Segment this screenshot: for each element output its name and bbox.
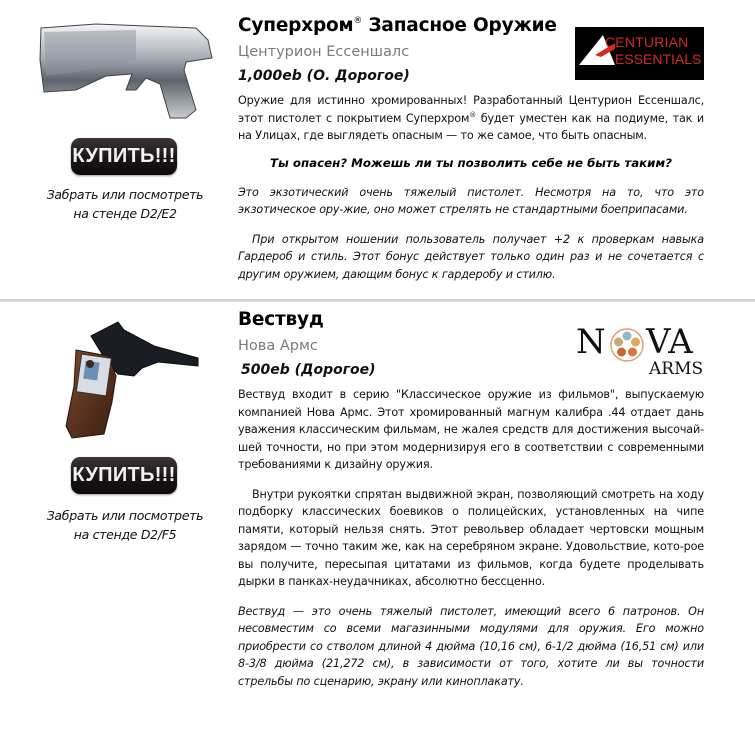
product-image-column [0, 308, 238, 690]
product-title: Вествуд [238, 309, 324, 330]
buy-button[interactable]: КУПИТЬ!!! [71, 138, 177, 175]
pickup-line-2: на стенде D2/E2 [73, 206, 177, 221]
logo-text-essentials: ESSENTIALS [615, 51, 702, 67]
product-details [238, 14, 708, 283]
product-header [238, 14, 708, 86]
pickup-line-1: Забрать или посмотреть [46, 508, 204, 523]
description-text: Оружие для истинно хромированных! Разработанный Центурион Ессеншалс, этот пистолет с покрытием Суперхром [238, 94, 704, 125]
price: 500eb (Дорогое) [241, 362, 376, 378]
logo-text-arms: ARMS [649, 359, 704, 379]
centurian-essentials-logo [575, 27, 704, 80]
revolver-image [46, 316, 206, 446]
chrome-pistol-image [36, 20, 216, 120]
weapon-class-note: Это экзотический очень тяжелый пистолет. Несмотря на то, что это экзотическое ору-жие, оно может стрелять не стандартными боеприпасами. [238, 185, 704, 216]
buy-button[interactable]: КУПИТЬ!!! [71, 457, 177, 494]
product-title [238, 14, 568, 38]
title-text-rest: Запасное Оружие [362, 15, 557, 36]
product-westwood [0, 302, 755, 700]
product-details [238, 308, 708, 690]
screen-feature-description: Внутри рукоятки спрятан выдвижной экран, позволяющий смотреть на ходу подборку классических боевиков о полицейских, установленных на чипе памяти, который нельзя снять. Этот револьвер обладает чертовски мощным зарядом — точно таким же, как на серебряном экране. Удовольствие, кото-рое вы получите, пересыпая цитатами из фильмов, когда будете проделывать дырки в панках-неудачниках, абсолютно бессценно. [238, 487, 704, 588]
nova-swirl-icon [609, 327, 645, 363]
title-text: Суперхром [238, 15, 354, 36]
logo-text-centurian: CENTURIAN [605, 34, 689, 50]
specs-note: Вествуд — это очень тяжелый пистолет, имеющий всего 6 патронов. Он несовместим со всеми магазинными модулями для оружия. Его можно приобрести со стволом длиной 4 дюйма (10,16 см), 6-1/2 дюйма (16,51 см) или 8-3/8 дюйма (21,272 см), в зависимости от того, хотите ли вы точности стрельбы по сценарию, экрану или киноплакату. [238, 604, 704, 688]
tagline: Ты опасен? Можешь ли ты позволить себе не быть таким? [270, 155, 672, 170]
description [238, 92, 704, 145]
pickup-line-1: Забрать или посмотреть [46, 187, 204, 202]
nova-arms-logo [576, 322, 706, 379]
manufacturer: Нова Армс [238, 338, 318, 354]
bonus-note: При открытом ношении пользователь получает +2 к проверкам навыка Гардероб и стиль. Этот бонус действует только один раз и не сочетается с другим оружием, дающим бонус к гардеробу и стилю. [238, 232, 704, 281]
pickup-note [30, 185, 220, 223]
description: Вествуд входит в серию "Классическое оружие из фильмов", выпускаемую компанией Нова Армс. Этот хромированный магнум калибра .44 отдает дань уважения классическим фильмам, не жалея средств для достижения высочай-шей точности, но при этом модернизируя его в соответствии с современными требованиями к дизайну оружия. [238, 388, 704, 471]
manufacturer: Центурион Ессеншалс [238, 44, 410, 60]
pickup-line-2: на стенде D2/F5 [73, 527, 177, 542]
logo-text-n: N [576, 322, 606, 362]
registered-mark: ® [469, 110, 477, 119]
price: 1,000eb (О. Дорогое) [238, 68, 410, 84]
product-header [238, 308, 708, 380]
registered-mark: ® [353, 16, 363, 26]
pickup-note [30, 506, 220, 544]
product-image-column [0, 14, 238, 283]
product-superchrome [0, 0, 755, 299]
logo-text-va: VA [646, 322, 693, 362]
description-text-rest: будет уместен как на подиуме, так и на Улицах, где выглядеть опасным — то же самое, что быть опасным. [238, 111, 704, 142]
